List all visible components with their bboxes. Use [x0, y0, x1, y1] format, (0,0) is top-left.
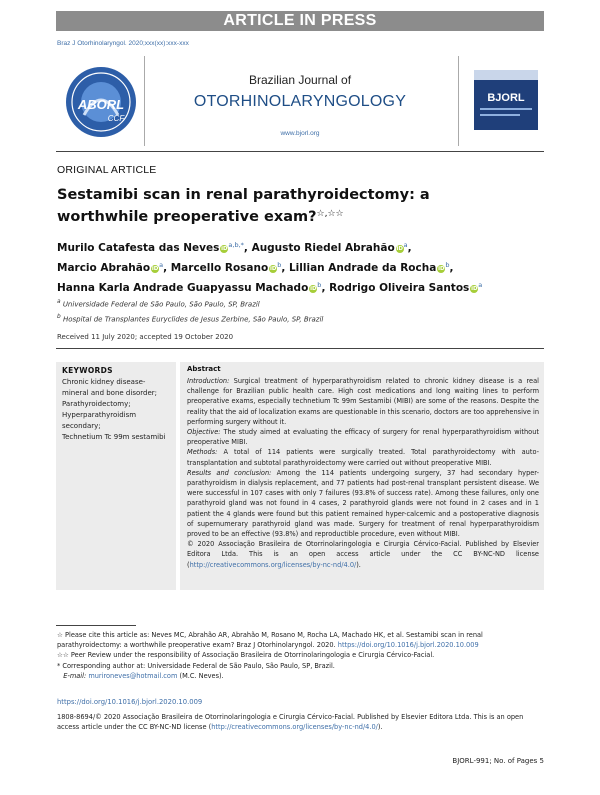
journal-name-small: Brazilian Journal of — [248, 73, 352, 87]
received-dates: Received 11 July 2020; accepted 19 October 2020 — [57, 333, 234, 341]
footnote-rule — [56, 625, 136, 626]
article-in-press-label: ARTICLE IN PRESS — [223, 12, 377, 29]
logo-text-ccf: CCF — [107, 114, 125, 123]
keyword-item: Hyperparathyroidism secondary; — [62, 411, 137, 430]
article-title — [57, 186, 477, 227]
keyword-item: Chronic kidney disease-mineral and bone disorder; — [62, 378, 157, 397]
author-affiliation-mark[interactable]: a — [478, 281, 483, 289]
author-list: Murilo Catafesta das Neves $iD^{a,b,*}$, Augusto Riedel Abrahão $iD^a$, Marcio Abrahão $iD^a$, Marcello Rosano $iD^b$, Lillian Andrade da Rocha $iD^b$, Hanna Karla Andrade Guapyassu Machado $iD^b$, Rodrigo Oliveira Santos $iD^a$ — [57, 241, 483, 294]
email-link[interactable]: murironeves@hotmail.com — [88, 671, 178, 680]
footnote-text: ☆ Please cite this article as: Neves MC, Abrahão AR, Abrahão M, Rosano M, Rocha LA, Machado HK, et al. Sestamibi scan in renal parathyroidectomy: a worthwhile preoperative exam? Braz J Otorhinolaryngol. 2020. — [57, 631, 483, 650]
orcid-icon[interactable]: iD — [471, 286, 478, 292]
title-footnote-marks[interactable]: ☆,☆☆ — [316, 209, 344, 219]
author-name: Murilo Catafesta das Neves — [57, 242, 220, 254]
author-name: Rodrigo Oliveira Santos — [329, 282, 470, 294]
aborl-logo — [64, 65, 138, 139]
affiliations — [57, 296, 537, 327]
header-rule — [56, 151, 544, 152]
orcid-icon[interactable]: iD — [221, 246, 228, 252]
keyword-item: Parathyroidectomy; — [62, 400, 131, 408]
abstract-introduction — [187, 376, 539, 427]
author-affiliation-mark[interactable]: a — [403, 241, 408, 249]
issn-license-link[interactable]: http://creativecommons.org/licenses/by-nc-nd/4.0/ — [211, 723, 378, 731]
author-affiliation-mark[interactable]: b — [445, 261, 450, 269]
journal-name-big: OTORHINOLARYNGOLOGY — [193, 93, 407, 110]
affiliation-line — [57, 296, 537, 311]
author-affiliation-mark[interactable]: a,b,* — [228, 241, 244, 249]
affiliation-text: Universidade Federal de São Paulo, São Paulo, SP, Brazil — [62, 300, 260, 309]
journal-cover-thumbnail — [468, 64, 544, 136]
issn-notice — [57, 712, 544, 732]
author-affiliation-mark[interactable]: b — [317, 281, 322, 289]
abstract-title: Abstract — [187, 365, 221, 373]
article-type: ORIGINAL ARTICLE — [57, 164, 157, 176]
keyword-item: Technetium Tc 99m sestamibi — [62, 433, 166, 441]
abstract-label: Methods: — [187, 448, 218, 457]
orcid-icon[interactable]: iD — [438, 266, 445, 272]
section-rule — [56, 348, 544, 349]
orcid-icon[interactable]: iD — [310, 286, 317, 292]
footnote-doi-link[interactable]: https://doi.org/10.1016/j.bjorl.2020.10.009 — [337, 641, 479, 650]
abstract-objective — [187, 427, 539, 447]
abstract-label: Results and conclusion: — [187, 468, 272, 477]
abstract-label: Introduction: — [187, 377, 230, 385]
author-name: Marcio Abrahão — [57, 262, 151, 274]
abstract-text: A total of 114 patients were surgically treated. Total parathyroidectomy with auto-transplantation and subtotal parathyroidectomy were carried out without preoperative MIBI. — [187, 448, 539, 467]
author-affiliation-mark[interactable]: a — [159, 261, 164, 269]
abstract-text: Among the 114 patients undergoing surgery, 37 had secondary hyper-parathyroidism in dialysis replacement, and 77 patients had post-renal transplant persistent disease. We were successful in 107 cases with only 7 failures (93.8% of success rate). Among these failures, only one parathyroid gland was not found in 4 cases, 2 parathyroid glands were not found in 2 cases and in 1 patient the 4 glands were found but this patient remained hyper-calcemic and a postoperative diagnosis of supernumerary parathyroid gland was made. Surgery for treatment of renal hyperparathyroidism proved to be an effective (93.8%) and reproductible procedure, even without MIBI. — [187, 468, 539, 539]
affiliation-text: Hospital de Transplantes Euryclides de Jesus Zerbine, São Paulo, SP, Brazil — [62, 315, 324, 324]
footnote-corresponding: * Corresponding author at: Universidade Federal de São Paulo, São Paulo, SP, Brazil. — [57, 661, 335, 670]
license-link[interactable]: http://creativecommons.org/licenses/by-nc-nd/4.0/ — [189, 560, 357, 569]
page-reference: BJORL-991; No. of Pages 5 — [452, 757, 544, 765]
cover-title: BJORL — [487, 92, 525, 104]
orcid-icon[interactable]: iD — [151, 266, 159, 272]
issn-text: 1808-8694/© 2020 Associação Brasileira de Otorrinolaringologia e Cirurgia Cérvico-Facial. Published by Elsevier Editora Ltda. This is an open access article under the CC BY-NC-ND license ( — [57, 713, 524, 731]
footnote-peer-review: ☆☆ Peer Review under the responsibility of Associação Brasileira de Otorrinolaringologia e Cirurgia Cérvico-Facial. — [57, 651, 435, 660]
author-name: Hanna Karla Andrade Guapyassu Machado — [57, 282, 309, 294]
author-name: Augusto Riedel Abrahão — [251, 242, 395, 254]
abstract-text: Surgical treatment of hyperparathyroidism related to chronic kidney disease is a real challenge for Brazilian public health care. High cost medications and long waiting lines to perform preoperative exams, especially technetium Tc 99m Sestamibi (MIBI) are some of the reasons. Despite the reality that the aid of localization exams are questionable in this scenario, doctors are too apprehensive in performing surgery without it. — [187, 377, 539, 426]
keywords-list — [62, 377, 172, 443]
orcid-icon[interactable]: iD — [396, 246, 403, 252]
logo-text-aborl: ABORL — [77, 97, 125, 112]
footnotes — [57, 630, 544, 681]
abstract-results — [187, 468, 539, 539]
footnote-citation — [57, 630, 544, 650]
issn-end: ). — [377, 723, 383, 731]
abstract-copyright — [187, 539, 539, 570]
affiliation-mark: b — [57, 314, 61, 321]
footnote-email — [57, 671, 544, 681]
copyright-end: ). — [356, 560, 361, 569]
author-affiliation-mark[interactable]: b — [277, 261, 282, 269]
author-name: Lillian Andrade da Rocha — [288, 262, 437, 274]
abstract-body — [187, 376, 539, 570]
copyright-text: © 2020 Associação Brasileira de Otorrinolaringologia e Cirurgia Cérvico-Facial. Published by Elsevier Editora Ltda. This is an open access article under the CC BY-NC-ND license ( — [187, 540, 539, 569]
keywords-title: KEYWORDS — [62, 366, 113, 375]
doi-link[interactable]: https://doi.org/10.1016/j.bjorl.2020.10.009 — [57, 698, 203, 706]
email-label: E-mail: — [63, 671, 87, 680]
affiliation-mark: a — [57, 299, 61, 305]
journal-citation: Braz J Otorhinolaryngol. 2020;xxx(xx):xxx-xxx — [57, 40, 189, 47]
abstract-label: Objective: — [187, 428, 221, 437]
affiliation-line — [57, 311, 537, 326]
author-name: Marcello Rosano — [170, 262, 269, 274]
journal-url[interactable]: www.bjorl.org — [280, 130, 320, 137]
article-title-text: Sestamibi scan in renal parathyroidectomy: a worthwhile preoperative exam? — [57, 187, 430, 225]
abstract-methods — [187, 447, 539, 467]
orcid-icon[interactable]: iD — [269, 266, 277, 272]
email-suffix: (M.C. Neves). — [179, 671, 224, 680]
abstract-text: The study aimed at evaluating the efficacy of surgery for renal hyperparathyroidism without preoperative MIBI. — [187, 428, 539, 447]
